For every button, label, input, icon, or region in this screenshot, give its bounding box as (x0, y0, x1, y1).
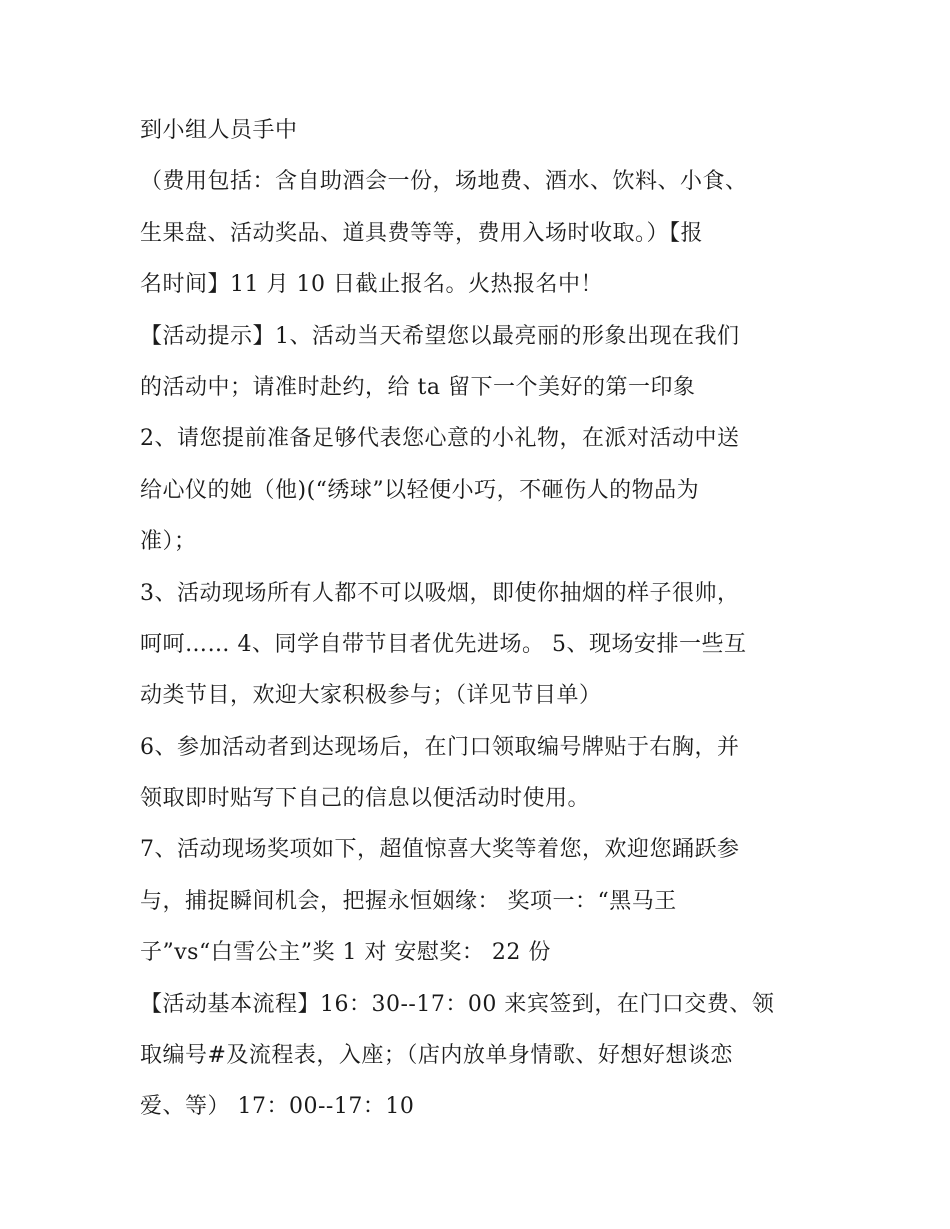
text-line-16: 与，捕捉瞬间机会，把握永恒姻缘： 奖项一：“黑马王 (140, 888, 677, 914)
text-line-15: 7、活动现场奖项如下，超值惊喜大奖等着您，欢迎您踊跃参 (140, 837, 740, 863)
text-line-9: 准）； (140, 529, 197, 555)
text-line-8: 给心仪的她（他)(“绣球”以轻便小巧，不砸伤人的物品为 (140, 477, 700, 503)
text-line-12: 动类节目，欢迎大家积极参与；（详见节目单） (140, 683, 602, 709)
document-body-text (140, 105, 830, 1133)
text-line-10: 3、活动现场所有人都不可以吸烟，即使你抽烟的样子很帅， (140, 580, 740, 606)
text-line-11: 呵呵…… 4、同学自带节目者优先进场。 5、现场安排一些互 (140, 631, 747, 657)
text-line-20: 爱、等） 17：00--17：10 (140, 1094, 415, 1120)
text-line-14: 领取即时贴写下自己的信息以便活动时使用。 (140, 786, 591, 812)
text-line-3: 生果盘、活动奖品、道具费等等，费用入场时收取。）【报 (140, 220, 704, 246)
text-line-4: 名时间】11 月 10 日截止报名。火热报名中！ (140, 272, 603, 298)
text-line-17: 子”vs“白雪公主”奖 1 对 安慰奖： 22 份 (140, 940, 551, 966)
text-line-13: 6、参加活动者到达现场后，在门口领取编号牌贴于右胸，并 (140, 734, 740, 760)
text-line-19: 取编号#及流程表，入座；（店内放单身情歌、好想好想谈恋 (140, 1043, 733, 1069)
text-line-18: 【活动基本流程】16：30--17：00 来宾签到，在门口交费、领 (140, 991, 775, 1017)
text-line-6: 的活动中；请准时赴约，给 ta 留下一个美好的第一印象 (140, 374, 696, 400)
text-line-1: 到小组人员手中 (140, 118, 298, 143)
text-line-5: 【活动提示】1、活动当天希望您以最亮丽的形象出现在我们 (140, 323, 740, 349)
text-line-7: 2、请您提前准备足够代表您心意的小礼物，在派对活动中送 (140, 426, 740, 452)
text-line-2: （费用包括：含自助酒会一份，场地费、酒水、饮料、小食、 (140, 169, 748, 195)
